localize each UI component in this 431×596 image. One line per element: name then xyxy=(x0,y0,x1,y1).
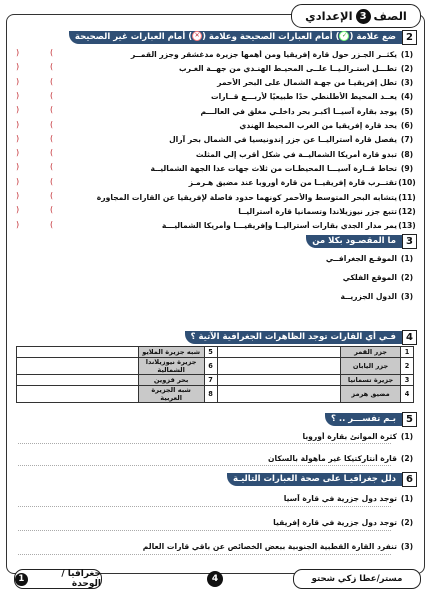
statement-row xyxy=(14,148,417,160)
grade-badge xyxy=(291,4,421,28)
answer-paren-close: ) xyxy=(50,219,54,229)
feature-name: جزيرة تسمانيا xyxy=(341,375,401,386)
question-number: (13) xyxy=(398,221,416,231)
definition-row xyxy=(14,271,417,283)
answer-paren-close: ) xyxy=(50,162,54,172)
section-prove-header xyxy=(227,472,417,486)
section-number: 5 xyxy=(402,412,417,427)
answer-paren-open: ( xyxy=(16,105,20,115)
prove-row xyxy=(14,516,417,528)
answer-cell[interactable] xyxy=(17,375,139,386)
prove-row xyxy=(14,540,417,552)
answer-paren-open: ( xyxy=(16,219,20,229)
question-number: (1) xyxy=(400,493,414,503)
question-text: تبدو قارة أمريكا الشماليــة في شكل أقرب إلي المثلث xyxy=(195,149,397,159)
answer-paren-open: ( xyxy=(16,62,20,72)
question-number: (9) xyxy=(400,163,414,173)
section-define-header xyxy=(306,234,417,248)
statement-row xyxy=(14,191,417,203)
answer-paren-close: ) xyxy=(50,105,54,115)
teacher-badge: مستر/عطا زكي شحتو xyxy=(293,569,421,589)
question-text: كثرة الموانئ بقارة أوروبا xyxy=(302,431,397,441)
statement-row xyxy=(14,48,417,60)
question-text: توجد دول جزرية في قارة إفريقيا xyxy=(273,517,397,527)
question-number: (3) xyxy=(400,541,414,551)
statement-row xyxy=(14,91,417,103)
answer-paren-open: ( xyxy=(16,76,20,86)
statement-row xyxy=(14,205,417,217)
answer-paren-open: ( xyxy=(16,191,20,200)
answer-cell[interactable] xyxy=(17,358,139,375)
question-number: (6) xyxy=(400,121,414,130)
answer-paren-close: ) xyxy=(50,62,54,72)
continents-table xyxy=(16,346,414,403)
feature-name: شبه الجزيرة العربية xyxy=(138,386,204,403)
answer-line xyxy=(18,443,391,444)
answer-paren-open: ( xyxy=(16,162,20,172)
question-number: (7) xyxy=(400,135,414,145)
check-mark-icon: ✓ xyxy=(339,31,349,41)
section-title: فـي أي القارات توجد الظاهرات الجغرافية الآتية ؟ xyxy=(185,331,402,344)
statement-row xyxy=(14,120,417,132)
answer-cell[interactable] xyxy=(17,347,139,358)
table-row xyxy=(17,386,414,403)
row-number: 6 xyxy=(204,358,217,375)
question-number: (2) xyxy=(400,517,414,527)
x-mark-icon: ✕ xyxy=(192,31,202,41)
statement-row xyxy=(14,105,417,117)
section-number: 2 xyxy=(402,30,417,45)
answer-paren-close: ) xyxy=(50,191,54,200)
answer-paren-close: ) xyxy=(50,133,54,143)
feature-name: جزيرة نيوزيلاندا الشمالية xyxy=(138,358,204,375)
question-text: يمر مدار الجدي بقارات أستراليــا وإفريقيـــا وأمريكا الشماليـــة xyxy=(161,221,397,231)
statement-row xyxy=(14,177,417,189)
row-number: 5 xyxy=(204,347,217,358)
section-number: 6 xyxy=(402,472,417,487)
question-number: (1) xyxy=(400,253,414,263)
answer-paren-open: ( xyxy=(16,133,20,143)
answer-cell[interactable] xyxy=(217,375,341,386)
question-text: تطـــل أستـرالـيــا علــى المحيـط الهنـدي من جهــة الغـرب xyxy=(178,63,397,73)
answer-line xyxy=(18,530,391,531)
answer-cell[interactable] xyxy=(217,347,341,358)
prove-row xyxy=(14,492,417,504)
section-continents-header xyxy=(185,330,417,344)
explain-row xyxy=(14,430,417,442)
answer-paren-open: ( xyxy=(16,176,20,186)
table-row xyxy=(17,358,414,375)
statement-row xyxy=(14,62,417,74)
grade-number: 3 xyxy=(356,9,371,24)
definition-row xyxy=(14,290,417,302)
table-row xyxy=(17,347,414,358)
question-number: (12) xyxy=(398,206,416,216)
question-text: توجد دول جزرية في قارة آسيا xyxy=(283,493,397,503)
answer-paren-open: ( xyxy=(16,48,20,57)
statement-row xyxy=(14,220,417,232)
answer-paren-close: ) xyxy=(50,205,54,215)
question-number: (4) xyxy=(400,92,414,102)
question-number: (1) xyxy=(400,49,414,59)
feature-name: جزر القمر xyxy=(341,347,401,358)
question-text: يعــد المحيط الأطلنطي حدًا طبيعيًا لأربـــع قــارات xyxy=(210,92,397,102)
question-number: (5) xyxy=(400,106,414,116)
answer-cell[interactable] xyxy=(17,386,139,403)
section-explain-header xyxy=(325,412,417,426)
question-number: (2) xyxy=(400,63,414,73)
row-number: 1 xyxy=(401,347,414,358)
row-number: 7 xyxy=(204,375,217,386)
answer-paren-close: ) xyxy=(50,90,54,100)
page-number: 4 xyxy=(207,571,223,587)
answer-paren-open: ( xyxy=(16,119,20,129)
answer-paren-open: ( xyxy=(16,148,20,158)
question-text: يفصل قارة أستراليــا عن جزر إندونيسيا في الشمال بحر آرال xyxy=(169,135,397,145)
question-text: الموقع الفلكي xyxy=(342,272,397,282)
unit-number: 1 xyxy=(15,573,28,586)
question-text: الموقـع الجغرافــي xyxy=(325,253,397,263)
section-number: 4 xyxy=(402,330,417,345)
section-title: ما المقصـود بكلا من xyxy=(306,235,402,248)
statement-row xyxy=(14,77,417,89)
question-text: يتشابه البحر المتوسط والأحمر كونهما حدود فاصلة لإفريقيا عن القارات المجاورة xyxy=(96,192,397,202)
grade-suffix: الإعدادي xyxy=(305,9,353,23)
question-number: (11) xyxy=(398,192,416,202)
feature-name: بحر قزوين xyxy=(138,375,204,386)
answer-paren-close: ) xyxy=(50,76,54,86)
answer-paren-close: ) xyxy=(50,148,54,158)
feature-name: مضيق هرمز xyxy=(341,386,401,403)
answer-cell[interactable] xyxy=(217,358,341,375)
answer-paren-close: ) xyxy=(50,176,54,186)
section-true-false-header xyxy=(69,30,417,44)
statement-row xyxy=(14,134,417,146)
explain-row xyxy=(14,452,417,464)
question-text: يوجد بقارة آسيــا أكبـر بحر داخلـي مغلق في العالـــم xyxy=(200,106,397,116)
definition-row xyxy=(14,252,417,264)
row-number: 4 xyxy=(401,386,414,403)
question-text: يكثــر الجـزر حول قارة إفريقيا ومن أهمها جزيرة مدغشقر وجزر القمــر xyxy=(130,49,397,59)
question-text: تتبع جزر نيوزيلاندا وتسمانيا قارة أستراليــا xyxy=(238,206,397,216)
question-number: (2) xyxy=(400,272,414,282)
row-number: 3 xyxy=(401,375,414,386)
statement-row xyxy=(14,162,417,174)
question-text: تحاط قــارة آسيـــا المحيطـات من ثلاث جهات عدا الجهة الشماليــة xyxy=(150,163,397,173)
answer-cell[interactable] xyxy=(217,386,341,403)
question-number: (3) xyxy=(400,78,414,88)
table-row xyxy=(17,375,414,386)
question-text: تقتــرب قارة إفريقيــا من قارة أوروبا عند مضيق هـرمـز xyxy=(188,178,397,188)
answer-line xyxy=(18,465,391,466)
answer-paren-close: ) xyxy=(50,119,54,129)
feature-name: جزر اليابان xyxy=(341,358,401,375)
question-text: يحد قارة إفريقيا من الغرب المحيط الهندي xyxy=(239,121,397,130)
grade-prefix: الصف xyxy=(373,9,407,23)
question-number: (1) xyxy=(400,431,414,441)
question-text: تطل إفريقيـا من جهـة الشمال على البحر الأحمر xyxy=(217,78,397,88)
question-text: الدول الجزريــة xyxy=(340,291,397,301)
answer-paren-open: ( xyxy=(16,205,20,215)
question-text: تنفرد القارة القطبية الجنوبية ببعض الخصائص عن باقي قارات العالم xyxy=(142,541,397,551)
question-number: (10) xyxy=(398,178,416,188)
unit-badge xyxy=(14,569,102,589)
question-number: (8) xyxy=(400,149,414,159)
answer-paren-open: ( xyxy=(16,90,20,100)
unit-label: جغرافيا / الوحدة xyxy=(61,569,101,589)
question-text: قارة أنتاركتيكا غير مأهولة بالسكان xyxy=(268,453,397,463)
answer-line xyxy=(18,506,391,507)
section-title: دلل جغرافيـا على صحة العبارات التاليـة xyxy=(227,473,402,486)
answer-line xyxy=(18,554,391,555)
row-number: 8 xyxy=(204,386,217,403)
section-number: 3 xyxy=(402,234,417,249)
section-title: ضع علامة (✓) أمام العبارات الصحيحة وعلامة (✕) أمام العبارات غير الصحيحة xyxy=(69,31,402,44)
question-number: (3) xyxy=(400,291,414,301)
question-number: (2) xyxy=(400,453,414,463)
feature-name: شبه جزيرة الملايو xyxy=(138,347,204,358)
answer-paren-close: ) xyxy=(50,48,54,57)
section-title: بـم تفســـر .. ؟ xyxy=(325,413,402,426)
row-number: 2 xyxy=(401,358,414,375)
